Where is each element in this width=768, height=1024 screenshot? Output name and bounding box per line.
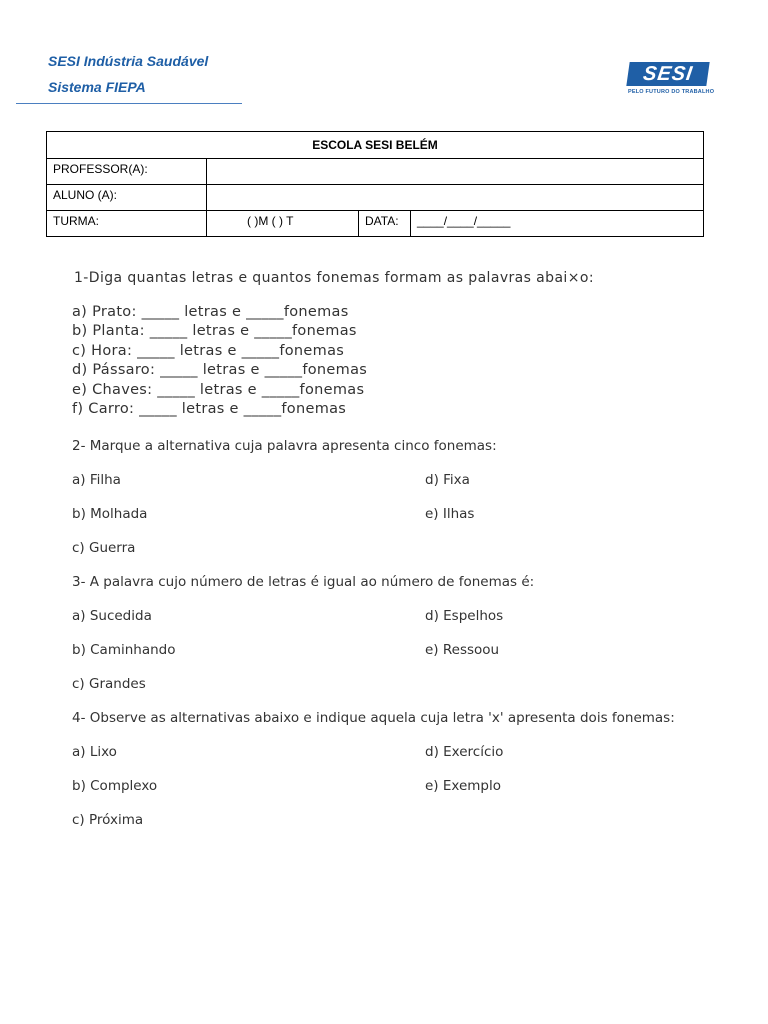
q1-item-b-letter: b): [72, 323, 88, 339]
q3-option-b[interactable]: b) Caminhando: [72, 642, 176, 658]
q1-item-c: [72, 343, 344, 359]
professor-label: PROFESSOR(A):: [47, 159, 207, 185]
q1-item-a: [72, 304, 349, 320]
q4-option-e[interactable]: e) Exemplo: [425, 778, 502, 794]
q1-item-a-text: Prato: _____ letras e _____fonemas: [92, 304, 349, 320]
q1-item-e: [72, 382, 364, 398]
q1-item-c-text: Hora: _____ letras e _____fonemas: [91, 343, 345, 359]
q4-option-c[interactable]: c) Próxima: [72, 812, 144, 828]
q1-item-e-letter: e): [72, 382, 88, 398]
shift-options[interactable]: ( )M ( ) T: [207, 211, 359, 237]
logo-tagline: PELO FUTURO DO TRABALHO: [628, 89, 715, 95]
date-label: DATA:: [359, 211, 411, 237]
q1-item-f-text: Carro: _____ letras e _____fonemas: [88, 401, 347, 417]
class-label: TURMA:: [47, 211, 207, 237]
q1-item-b-text: Planta: _____ letras e _____fonemas: [92, 323, 357, 339]
q3-option-c[interactable]: c) Grandes: [72, 676, 146, 692]
q1-item-b: [72, 323, 357, 339]
system-name: Sistema FIEPA: [48, 79, 146, 95]
q3-option-a[interactable]: a) Sucedida: [72, 608, 152, 624]
date-field[interactable]: ____/____/_____: [411, 211, 704, 237]
q1-item-f-letter: f): [72, 401, 84, 417]
q4-option-d[interactable]: d) Exercício: [425, 744, 504, 760]
q2-option-d[interactable]: d) Fixa: [425, 472, 470, 488]
q1-item-d-letter: d): [72, 362, 88, 378]
question-2-prompt: 2- Marque a alternativa cuja palavra apresenta cinco fonemas:: [72, 438, 497, 454]
q2-option-a[interactable]: a) Filha: [72, 472, 121, 488]
q1-item-f: [72, 401, 346, 417]
school-title: ESCOLA SESI BELÉM: [47, 132, 704, 159]
student-label: ALUNO (A):: [47, 185, 207, 211]
question-3-prompt: 3- A palavra cujo número de letras é igual ao número de fonemas é:: [72, 574, 535, 590]
q4-option-b[interactable]: b) Complexo: [72, 778, 158, 794]
question-1-prompt: 1-Diga quantas letras e quantos fonemas formam as palavras abai×o:: [74, 270, 594, 286]
institution-name: SESI Indústria Saudável: [48, 53, 209, 69]
q1-item-a-letter: a): [72, 304, 88, 320]
q2-option-e[interactable]: e) Ilhas: [425, 506, 475, 522]
q1-item-c-letter: c): [72, 343, 87, 359]
q4-option-a[interactable]: a) Lixo: [72, 744, 117, 760]
q1-item-d: [72, 362, 367, 378]
logo-text: SESI: [641, 63, 695, 85]
q1-item-d-text: Pássaro: _____ letras e _____fonemas: [92, 362, 368, 378]
q2-option-b[interactable]: b) Molhada: [72, 506, 148, 522]
q3-option-e[interactable]: e) Ressoou: [425, 642, 500, 658]
q2-option-c[interactable]: c) Guerra: [72, 540, 136, 556]
q3-option-d[interactable]: d) Espelhos: [425, 608, 504, 624]
question-4-prompt: 4- Observe as alternativas abaixo e indique aquela cuja letra 'x' apresenta dois fonemas:: [72, 710, 675, 726]
q1-item-e-text: Chaves: _____ letras e _____fonemas: [92, 382, 365, 398]
